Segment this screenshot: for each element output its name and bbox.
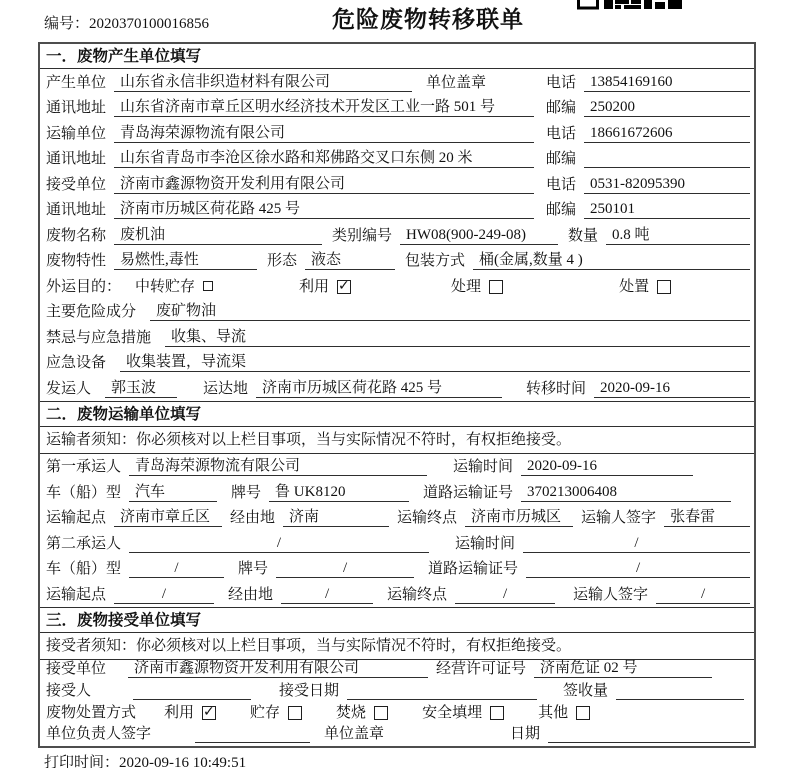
form-row [40, 273, 754, 299]
field-label: 主要危险成分 [46, 304, 137, 320]
field-label: 运输时间 [455, 535, 516, 552]
field-label: 单位负责人签字 [46, 726, 152, 743]
field-value: / [276, 559, 414, 578]
form-row [40, 120, 754, 146]
field-value: 青岛海荣源物流有限公司 [114, 124, 534, 143]
qr-code-fragment-icon [577, 0, 683, 10]
checkbox-label: 处理 [451, 278, 482, 295]
field-value: 山东省永信非织造材料有限公司 [114, 73, 412, 92]
field-label: 应急设备 [46, 355, 107, 371]
checkbox-label: 贮存 [250, 704, 281, 721]
serial-number-line [44, 12, 209, 33]
field-label: 数量 [568, 227, 599, 244]
section-header: 三．废物接受单位填写 [40, 608, 754, 633]
form-row [40, 530, 754, 556]
field-label: 邮编 [545, 202, 576, 218]
form-row [40, 479, 754, 505]
field-label: 经由地 [228, 586, 274, 603]
checkbox-unchecked-icon [576, 706, 590, 720]
check-mark-icon: ✓ [338, 277, 350, 294]
field-value: 收集装置，导流渠 [120, 353, 750, 372]
form-row [40, 660, 754, 682]
field-value: 桶(金属,数量 4 ) [473, 251, 750, 270]
form-row [40, 95, 754, 121]
field-value: 鲁 UK8120 [269, 483, 409, 502]
checkbox-checked-icon [202, 703, 216, 720]
section-s1 [40, 44, 754, 401]
checkbox-group [422, 704, 504, 722]
field-value: / [523, 534, 750, 553]
print-time-value: 2020-09-16 10:49:51 [119, 755, 247, 768]
checkbox-label: 中转贮存 [135, 278, 196, 295]
field-label: 接受单位 [46, 176, 107, 193]
form-row [40, 556, 754, 582]
section-s3 [40, 607, 754, 747]
form-row [40, 375, 754, 401]
field-label: 运输人签字 [573, 586, 649, 603]
field-label: 第二承运人 [46, 535, 122, 552]
field-value: 山东省青岛市李沧区徐水路和郑佛路交叉口东侧 20 米 [114, 149, 534, 168]
checkbox-label: 利用 [299, 278, 330, 295]
checkbox-unchecked-icon [203, 281, 213, 291]
field-value: / [455, 585, 555, 604]
field-value: 济南市章丘区 [114, 508, 222, 527]
checkbox-group [451, 278, 503, 296]
field-value: 250200 [584, 98, 750, 117]
checkbox-label: 其他 [538, 704, 569, 721]
checkbox-label: 焚烧 [336, 704, 367, 721]
field-label: 发运人 [46, 380, 92, 397]
field-value [616, 699, 744, 700]
field-label: 第一承运人 [46, 459, 122, 475]
static-text: 单位盖章 [324, 726, 385, 743]
field-value [584, 167, 750, 168]
field-label: 牌号 [231, 484, 262, 501]
checkbox-group [538, 704, 590, 722]
field-label: 道路运输证号 [428, 561, 519, 577]
section-header: 一．废物产生单位填写 [40, 44, 754, 69]
form-row [40, 299, 754, 325]
field-value [133, 699, 251, 700]
field-value: 青岛海荣源物流有限公司 [129, 457, 427, 476]
field-value: 废矿物油 [150, 302, 750, 321]
check-mark-icon: ✓ [203, 703, 215, 720]
form-row [40, 222, 754, 248]
form-row [40, 350, 754, 376]
field-label: 接受单位 [46, 661, 107, 678]
field-label: 运输单位 [46, 125, 107, 142]
field-label: 产生单位 [46, 74, 107, 91]
field-label: 废物处置方式 [46, 704, 137, 721]
field-label: 电话 [545, 125, 576, 142]
field-label: 通讯地址 [46, 100, 107, 116]
field-label: 形态 [267, 253, 298, 269]
field-value: / [129, 534, 429, 553]
field-label: 类别编号 [332, 227, 393, 244]
field-value: 0.8 吨 [606, 226, 750, 245]
form-row [40, 69, 754, 95]
field-label: 经营许可证号 [436, 661, 527, 678]
section-s2 [40, 401, 754, 607]
page-title: 危险废物转移联单 [332, 6, 524, 32]
checkbox-unchecked-icon [489, 280, 503, 294]
field-value: / [114, 585, 214, 604]
form-row [40, 248, 754, 274]
field-value: 2020-09-16 [594, 379, 750, 398]
field-label: 牌号 [238, 561, 269, 577]
checkbox-group [135, 278, 213, 296]
field-label: 转移时间 [526, 380, 587, 397]
field-label: 运输人签字 [581, 510, 657, 526]
field-value: 济南市鑫源物资开发利用有限公司 [114, 175, 534, 194]
field-label: 签收量 [563, 682, 609, 699]
field-value: 13854169160 [584, 73, 750, 92]
field-label: 禁忌与应急措施 [46, 329, 152, 346]
serial-number: 2020370100016856 [89, 16, 210, 32]
field-value: 18661672606 [584, 124, 750, 143]
field-label: 运输起点 [46, 586, 107, 603]
field-label: 外运目的： [46, 278, 122, 295]
field-value: 郭玉波 [105, 379, 177, 398]
field-value: 废机油 [114, 226, 322, 245]
field-label: 废物名称 [46, 227, 107, 244]
field-value: 0531-82095390 [584, 175, 750, 194]
checkbox-label: 安全填埋 [422, 704, 483, 721]
field-label: 接受人 [46, 682, 92, 699]
form-row [40, 703, 754, 725]
section-header: 二．废物运输单位填写 [40, 402, 754, 427]
field-label: 通讯地址 [46, 151, 107, 167]
field-label: 经由地 [230, 510, 276, 526]
field-value: / [129, 559, 224, 578]
form-row [40, 681, 754, 703]
checkbox-label: 利用 [164, 704, 195, 721]
section-notice: 接受者须知：你必须核对以上栏目事项，当与实际情况不符时，有权拒绝接受。 [40, 633, 754, 660]
field-value: / [656, 585, 750, 604]
field-value [347, 699, 537, 700]
field-label: 运达地 [203, 380, 249, 397]
form-row [40, 171, 754, 197]
field-label: 电话 [545, 176, 576, 193]
field-value: 250101 [584, 200, 750, 219]
form-row [40, 725, 754, 747]
static-text: 单位盖章 [426, 74, 487, 91]
checkbox-unchecked-icon [288, 706, 302, 720]
field-value: / [281, 585, 373, 604]
checkbox-label: 处置 [619, 278, 650, 295]
serial-label: 编号： [44, 16, 90, 32]
form-row [40, 197, 754, 223]
field-label: 日期 [510, 726, 541, 743]
form-row [40, 146, 754, 172]
print-time-label: 打印时间： [44, 755, 120, 768]
field-value: 济南市历城区 [465, 508, 573, 527]
field-value: 2020-09-16 [521, 457, 693, 476]
checkbox-group [250, 704, 302, 722]
field-label: 电话 [545, 74, 576, 91]
field-label: 邮编 [545, 151, 576, 167]
field-label: 通讯地址 [46, 202, 107, 218]
form-row [40, 324, 754, 350]
field-label: 车（船）型 [46, 484, 122, 501]
form-row [40, 454, 754, 480]
section-notice: 运输者须知：你必须核对以上栏目事项，当与实际情况不符时，有权拒绝接受。 [40, 427, 754, 454]
checkbox-group [619, 278, 671, 296]
field-label: 运输时间 [453, 459, 514, 475]
checkbox-checked-icon [337, 277, 351, 294]
checkbox-group [164, 704, 216, 722]
checkbox-unchecked-icon [490, 706, 504, 720]
field-label: 邮编 [545, 100, 576, 116]
field-label: 运输终点 [387, 586, 448, 603]
checkbox-unchecked-icon [374, 706, 388, 720]
field-label: 包装方式 [405, 253, 466, 269]
field-label: 道路运输证号 [423, 484, 514, 501]
transfer-form-table [38, 42, 756, 748]
field-label: 运输终点 [397, 510, 458, 526]
field-value: 济南市历城区荷花路 425 号 [256, 379, 502, 398]
field-value: HW08(900-249-08) [400, 226, 558, 245]
form-row [40, 581, 754, 607]
print-time-line [44, 751, 246, 768]
field-value: 济南危证 02 号 [534, 660, 712, 679]
field-value: 汽车 [129, 483, 217, 502]
field-value: 张春雷 [664, 508, 750, 527]
field-label: 废物特性 [46, 253, 107, 269]
field-value: 济南 [283, 508, 389, 527]
field-label: 接受日期 [279, 682, 340, 699]
checkbox-group [299, 278, 351, 296]
field-value: 济南市历城区荷花路 425 号 [114, 200, 534, 219]
field-value: 液态 [305, 251, 395, 270]
field-value: / [526, 559, 750, 578]
form-row [40, 505, 754, 531]
field-value: 收集、导流 [165, 328, 750, 347]
field-label: 车（船）型 [46, 561, 122, 577]
field-value [548, 742, 750, 743]
field-value: 370213006408 [521, 483, 731, 502]
field-value: 易燃性,毒性 [114, 251, 257, 270]
field-label: 运输起点 [46, 510, 107, 526]
field-value [195, 742, 310, 743]
field-value: 山东省济南市章丘区明水经济技术开发区工业一路 501 号 [114, 98, 534, 117]
checkbox-group [336, 704, 388, 722]
checkbox-unchecked-icon [657, 280, 671, 294]
field-value: 济南市鑫源物资开发利用有限公司 [128, 660, 428, 679]
